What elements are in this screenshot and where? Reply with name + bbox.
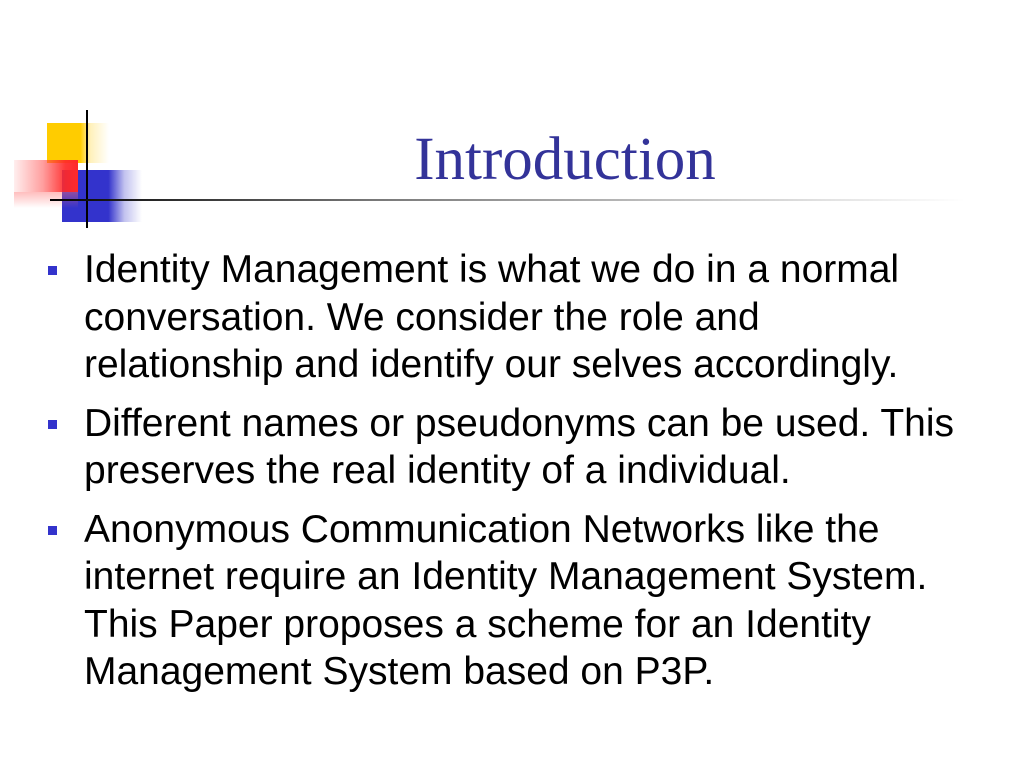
bullet-text-line: internet require an Identity Management System. [84,555,928,598]
bullet-text-line: conversation. We consider the role and [84,295,760,339]
bullet-square-icon [48,526,57,535]
decorative-red-square [14,160,78,192]
bullet-list [0,246,1024,707]
bullet-item [0,506,1024,696]
bullet-square-icon [48,266,57,275]
bullet-item [0,246,1024,389]
bullet-text-line: Different names or pseudonyms can be used. This [84,401,955,445]
bullet-text-line: relationship and identify our selves accordingly. [84,343,899,386]
decorative-yellow-square [47,123,109,163]
bullet-text-line: This Paper proposes a scheme for an Identity [84,602,871,646]
bullet-square-icon [48,420,57,429]
bullet-text-line: Anonymous Communication Networks like the [84,507,880,551]
bullet-text-line: preserves the real identity of a individual. [84,449,791,492]
slide-title: Introduction [414,126,716,193]
bullet-text-line: Management System based on P3P. [84,650,715,693]
bullet-item [0,400,1024,495]
bullet-text-line: Identity Management is what we do in a normal [84,248,900,291]
title-underline-divider [50,199,965,201]
decorative-vertical-line [86,110,88,228]
